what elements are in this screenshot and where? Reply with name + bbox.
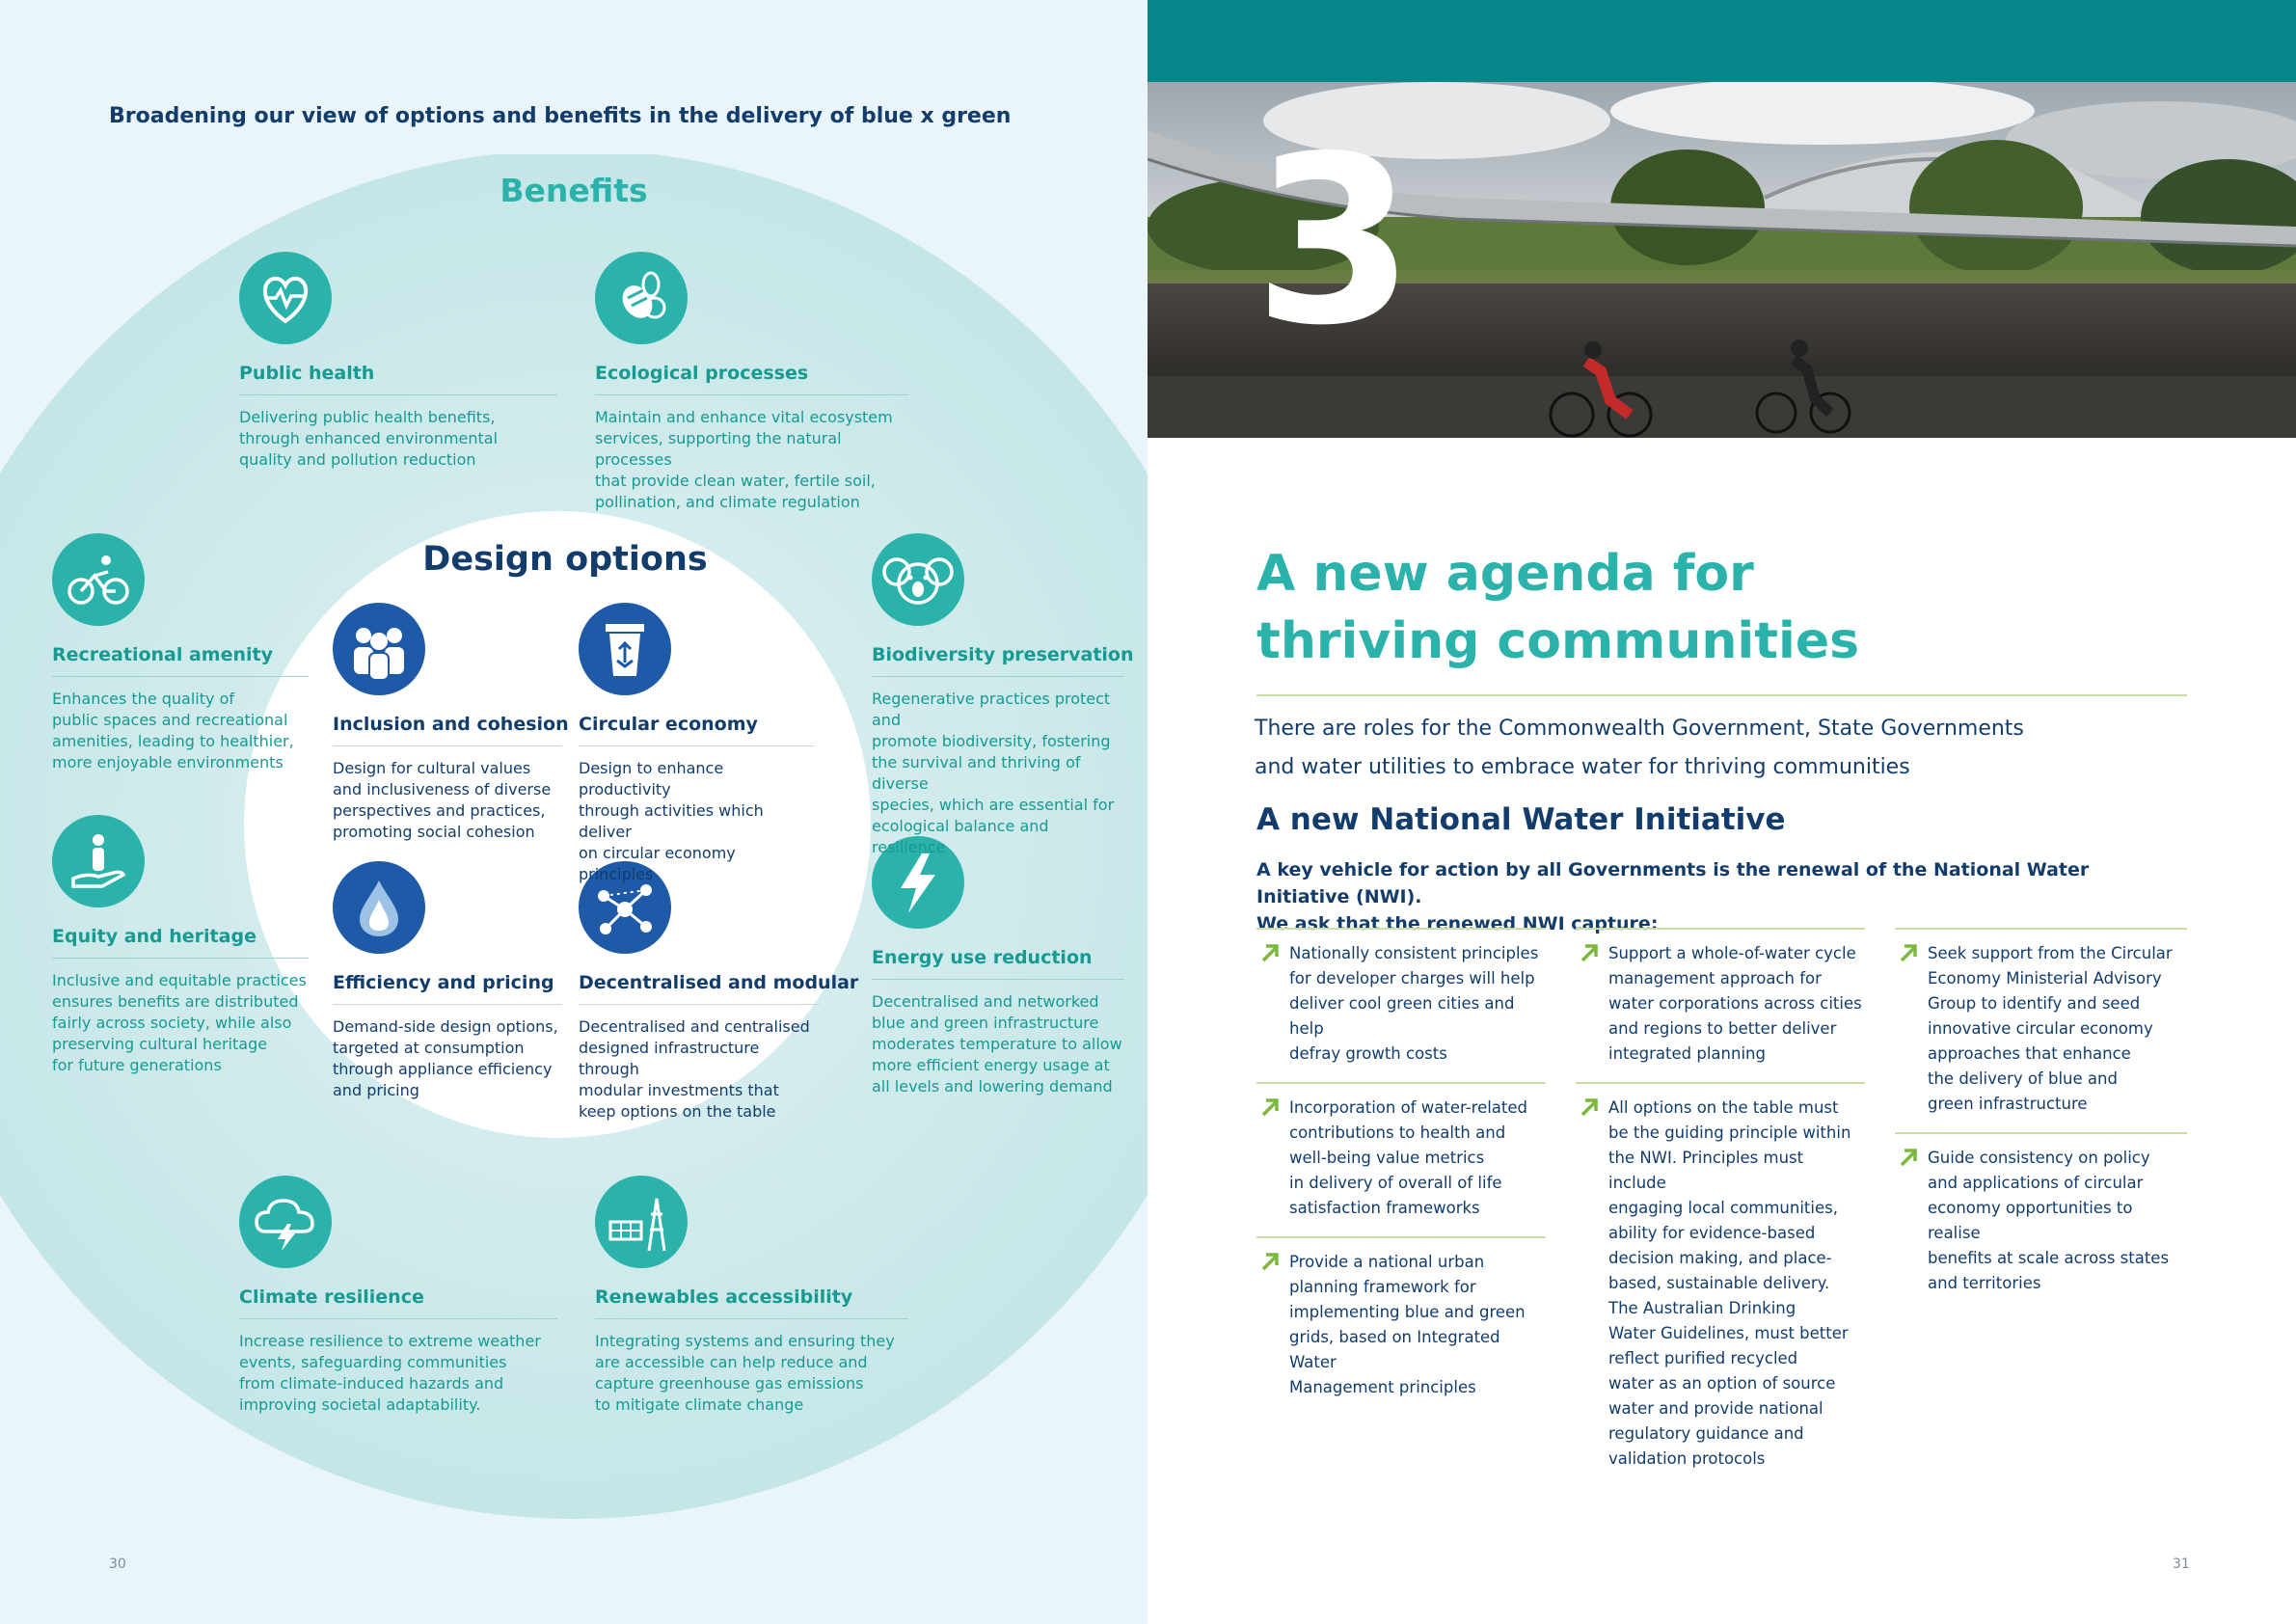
people-group-icon (333, 603, 425, 695)
benefits-title: Benefits (500, 172, 648, 209)
recommendation-text: Nationally consistent principles for developer charges will help deliver cool green cities and help defray growth costs (1289, 944, 1539, 1063)
benefit-ecological-processes (595, 363, 908, 513)
benefit-title: Public health (239, 363, 557, 395)
design-option-description: Design for cultural values and inclusiveness of diverse perspectives and practices, promoting social cohesion (333, 759, 552, 841)
benefit-description: Delivering public health benefits, through enhanced environmental quality and pollution reduction (239, 408, 499, 469)
solar-tower-icon (595, 1176, 688, 1268)
arrow-up-right-icon (1258, 1096, 1282, 1119)
benefit-renewables-accessibility (595, 1286, 908, 1416)
page-heading-line2: thriving communities (1256, 612, 1860, 670)
benefit-title: Equity and heritage (52, 926, 309, 959)
recommendation-item (1256, 1236, 1546, 1416)
benefit-energy-use-reduction (872, 947, 1124, 1097)
benefit-description: Integrating systems and ensuring they are accessible can help reduce and capture greenhouse gas emissions to mitigate climate change (595, 1332, 895, 1414)
design-option-description: Design to enhance productivity through activities which deliver on circular economy principles (579, 759, 764, 883)
design-option-title: Efficiency and pricing (333, 972, 562, 1005)
heading-divider (1256, 694, 2187, 696)
benefit-title: Energy use reduction (872, 947, 1124, 980)
design-efficiency-pricing (333, 972, 562, 1101)
arrow-up-right-icon (1258, 941, 1282, 964)
benefit-title: Renewables accessibility (595, 1286, 908, 1319)
benefit-description: Inclusive and equitable practices ensures benefits are distributed fairly across society, while also preserving cultural heritage for future generations (52, 971, 307, 1074)
benefit-title: Climate resilience (239, 1286, 557, 1319)
storm-cloud-icon (239, 1176, 332, 1268)
cyclist-icon (52, 533, 145, 626)
bee-icon (595, 252, 688, 344)
arrow-up-right-icon (1258, 1250, 1282, 1273)
heart-pulse-icon (239, 252, 332, 344)
lead-paragraph: There are roles for the Commonwealth Government, State Governments and water utilities to embrace water for thriving communities (1255, 717, 2024, 779)
benefit-description: Enhances the quality of public spaces and recreational amenities, leading to healthier, more enjoyable environments (52, 690, 294, 771)
benefit-biodiversity-preservation (872, 644, 1134, 858)
recommendation-item (1576, 928, 1865, 1082)
recommendations-column-3 (1895, 928, 2187, 1312)
arrow-up-right-icon (1897, 941, 1920, 964)
benefit-public-health (239, 363, 557, 471)
intro-title: Broadening our view of options and benefits in the delivery of blue x green (109, 104, 1012, 128)
arrow-up-right-icon (1578, 941, 1601, 964)
recycle-bin-icon (579, 603, 671, 695)
hand-person-icon (52, 815, 145, 907)
page-number-right: 31 (2173, 1556, 2190, 1572)
design-decentralised-modular (579, 972, 859, 1123)
right-page (1148, 0, 2296, 1624)
koala-icon (872, 533, 964, 626)
design-option-description: Decentralised and centralised designed infrastructure through modular investments that keep options on the table (579, 1017, 810, 1121)
header-bar (1148, 0, 2296, 82)
recommendation-item (1576, 1082, 1865, 1487)
design-option-description: Demand-side design options, targeted at consumption through appliance efficiency and pricing (333, 1017, 558, 1099)
recommendation-item (1895, 1132, 2187, 1312)
design-options-title: Design options (422, 540, 708, 579)
benefit-description: Decentralised and networked blue and green infrastructure moderates temperature to allow more efficient energy usage at all levels and lowering demand (872, 992, 1122, 1096)
page-heading (1256, 540, 1859, 675)
design-inclusion-cohesion (333, 714, 569, 843)
recommendation-item (1895, 928, 2187, 1132)
design-option-title: Inclusion and cohesion (333, 714, 562, 746)
design-circular-economy (579, 714, 814, 885)
page-heading-line1: A new agenda for (1256, 545, 1754, 603)
water-drop-icon (333, 861, 425, 954)
ask-paragraph: A key vehicle for action by all Governments is the renewal of the National Water Initiative (NWI). We ask that the renewed NWI capture: (1256, 859, 2090, 934)
benefit-description: Increase resilience to extreme weather events, safeguarding communities from climate-induced hazards and improving societal adaptability. (239, 1332, 541, 1414)
recommendations-column-2 (1576, 928, 1865, 1487)
benefit-description: Regenerative practices protect and promote biodiversity, fostering the survival and thriving of diverse species, which are essential for ecological balance and resilience (872, 690, 1115, 856)
recommendation-text: All options on the table must be the guiding principle within the NWI. Principles must include engaging local communities, ability for evidence-based decision making, and place- based, sustainable delivery. The Australian Drinking Water Guidelines, must better reflect purified recycled water as an option of source water and provide national regulatory guidance and validation protocols (1608, 1098, 1851, 1468)
benefit-description: Maintain and enhance vital ecosystem services, supporting the natural processes that provide clean water, fertile soil, pollination, and climate regulation (595, 408, 893, 511)
benefit-title: Biodiversity preservation (872, 644, 1124, 677)
recommendation-text: Incorporation of water-related contributions to health and well-being value metrics in delivery of overall of life satisfaction frameworks (1289, 1098, 1528, 1217)
recommendation-text: Guide consistency on policy and applications of circular economy opportunities to realise benefits at scale across states and territories (1928, 1149, 2170, 1292)
arrow-up-right-icon (1897, 1146, 1920, 1169)
recommendation-text: Provide a national urban planning framework for implementing blue and green grids, based on Integrated Water Management principles (1289, 1253, 1526, 1396)
section-subheading: A new National Water Initiative (1256, 802, 1786, 837)
recommendation-text: Support a whole-of-water cycle management approach for water corporations across cities and regions to better deliver integrated planning (1608, 944, 1862, 1063)
chapter-number: 3 (1254, 106, 1415, 376)
benefit-recreational-amenity (52, 644, 309, 773)
benefit-title: Recreational amenity (52, 644, 309, 677)
recommendation-text: Seek support from the Circular Economy Ministerial Advisory Group to identify and seed innovative circular economy approaches that enhance the delivery of blue and green infrastructure (1928, 944, 2173, 1113)
benefit-title: Ecological processes (595, 363, 908, 395)
recommendation-item (1256, 1082, 1546, 1236)
recommendation-item (1256, 928, 1546, 1082)
design-option-title: Circular economy (579, 714, 814, 746)
design-option-title: Decentralised and modular (579, 972, 820, 1005)
recommendations-column-1 (1256, 928, 1546, 1416)
page-number-left: 30 (109, 1556, 126, 1572)
arrow-up-right-icon (1578, 1096, 1601, 1119)
benefit-climate-resilience (239, 1286, 557, 1416)
benefit-equity-heritage (52, 926, 309, 1076)
